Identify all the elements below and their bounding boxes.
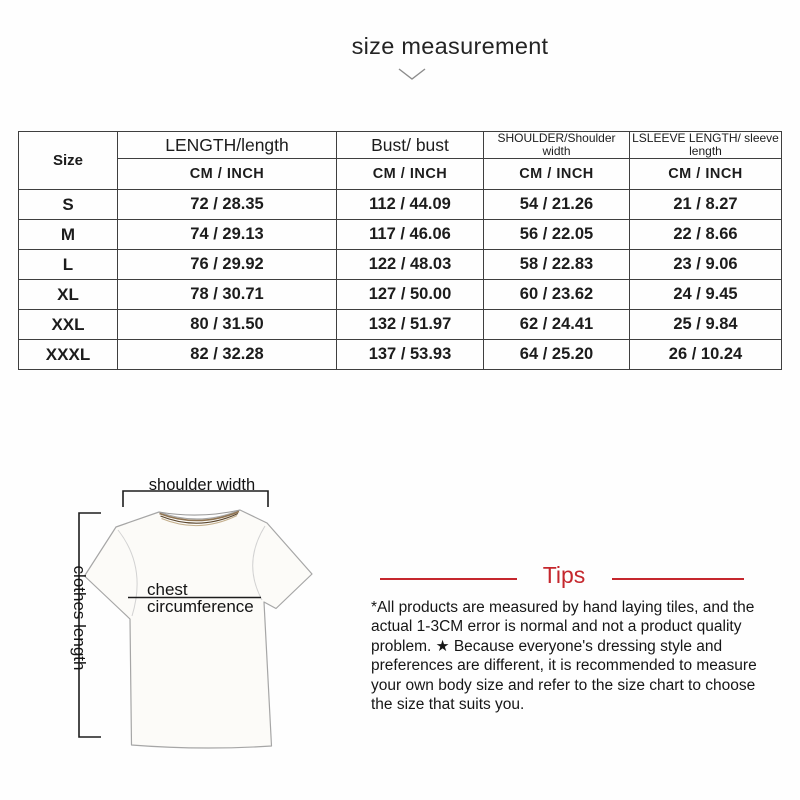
table-row [19,310,782,340]
size-cell: XL [19,280,118,310]
page-title: size measurement [351,33,549,59]
tips-text-line: *All products are measured by hand laying tiles, and the [371,599,755,616]
sleeve-cell: 23 / 9.06 [630,250,782,280]
size-cell: XXXL [19,340,118,370]
sleeve-cell: 22 / 8.66 [630,220,782,250]
sleeve-cell: 25 / 9.84 [630,310,782,340]
sleeve-cell: 24 / 9.45 [630,280,782,310]
shoulder-cell: 60 / 23.62 [484,280,630,310]
tips-text-line: actual 1-3CM error is normal and not a product quality [371,618,742,636]
unit-shoulder: CM / INCH [484,159,630,190]
sleeve-cell: 21 / 8.27 [630,190,782,220]
table-header-row-main [19,132,782,159]
table-header-row-units [19,159,782,190]
size-table [18,131,782,370]
tips-text-line: preferences are different, it is recommended to measure [371,657,757,675]
size-cell: M [19,220,118,250]
table-row [19,280,782,310]
unit-bust: CM / INCH [337,159,484,190]
shoulder-cell: 56 / 22.05 [484,220,630,250]
header-length: LENGTH/length [118,132,337,159]
tips-rule-right [612,578,744,580]
length-cell: 74 / 29.13 [118,220,337,250]
tips-text [371,598,783,714]
table-row [19,340,782,370]
header-sleeve: LSLEEVE LENGTH/ sleeve length [630,132,782,159]
circumference-label: circumference [147,596,254,616]
tips-text-line: your own body size and refer to the size chart to choose [371,676,756,694]
header-size: Size [19,132,118,190]
length-cell: 82 / 32.28 [118,340,337,370]
tips-text-line: problem. ★ Because everyone's dressing style and [371,637,723,655]
size-cell: XXL [19,310,118,340]
tshirt-outline [85,510,313,748]
tips-rule-left [380,578,517,580]
size-cell: S [19,190,118,220]
bust-cell: 117 / 46.06 [337,220,484,250]
shoulder-width-label: shoulder width [148,475,256,494]
tips-heading: Tips [542,562,586,588]
sleeve-cell: 26 / 10.24 [630,340,782,370]
size-cell: L [19,250,118,280]
shoulder-cell: 64 / 25.20 [484,340,630,370]
bust-cell: 127 / 50.00 [337,280,484,310]
header-bust: Bust/ bust [337,132,484,159]
table-row [19,250,782,280]
bust-cell: 132 / 51.97 [337,310,484,340]
shoulder-cell: 62 / 24.41 [484,310,630,340]
length-cell: 80 / 31.50 [118,310,337,340]
bust-cell: 122 / 48.03 [337,250,484,280]
table-row [19,190,782,220]
bust-cell: 112 / 44.09 [337,190,484,220]
table-row [19,220,782,250]
length-cell: 78 / 30.71 [118,280,337,310]
tips-text-line: the size that suits you. [371,696,525,714]
unit-sleeve: CM / INCH [630,159,782,190]
shoulder-cell: 58 / 22.83 [484,250,630,280]
chevron-down-icon [398,66,426,82]
header-shoulder: SHOULDER/Shoulder width [484,132,630,159]
unit-length: CM / INCH [118,159,337,190]
clothes-length-label: clothes length [70,565,89,671]
bust-cell: 137 / 53.93 [337,340,484,370]
length-cell: 76 / 29.92 [118,250,337,280]
tshirt-diagram [55,450,375,795]
shoulder-cell: 54 / 21.26 [484,190,630,220]
length-cell: 72 / 28.35 [118,190,337,220]
chest-label: chest [147,579,188,599]
